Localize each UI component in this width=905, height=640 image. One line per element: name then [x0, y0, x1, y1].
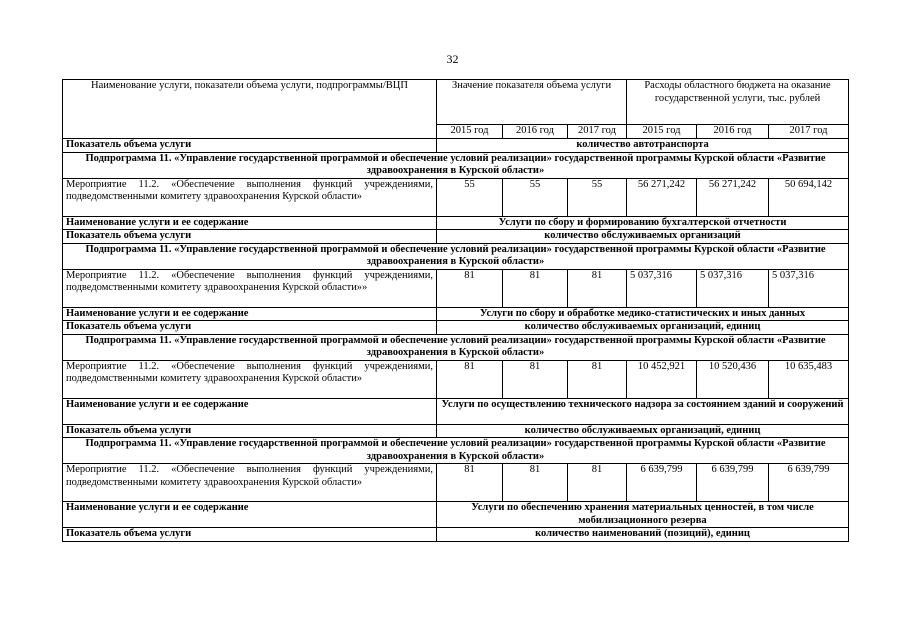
indicator-value: количество наименований (позиций), единиц	[437, 528, 849, 542]
value-cell: 5 037,316	[697, 269, 769, 307]
value-cell: 6 639,799	[627, 464, 697, 502]
value-cell: 55	[568, 178, 627, 216]
year-2016-volume: 2016 год	[503, 125, 568, 139]
indicator-label: Показатель объема услуги	[63, 321, 437, 335]
measure-description: Мероприятие 11.2. «Обеспечение выполнения функций учреждениями, подведомственными комитету здравоохранения Курской области»	[63, 178, 437, 216]
service-description: Услуги по сбору и обработке медико-статистических и иных данных	[437, 307, 849, 321]
indicator-value: количество обслуживаемых организаций, единиц	[437, 321, 849, 335]
value-cell: 81	[503, 464, 568, 502]
measure-description: Мероприятие 11.2. «Обеспечение выполнения функций учреждениями, подведомственными комитету здравоохранения Курской области»»	[63, 269, 437, 307]
subprogram-heading: Подпрограмма 11. «Управление государственной программой и обеспечение условий реализации» государственной программы Курской области «Развитие здравоохранения в Курской области»	[63, 334, 849, 360]
service-name-label: Наименование услуги и ее содержание	[63, 398, 437, 424]
indicator-label: Показатель объема услуги	[63, 528, 437, 542]
subprogram-heading: Подпрограмма 11. «Управление государственной программой и обеспечение условий реализации» государственной программы Курской области «Развитие здравоохранения в Курской области»	[63, 152, 849, 178]
value-cell: 81	[568, 464, 627, 502]
service-name-label: Наименование услуги и ее содержание	[63, 502, 437, 528]
service-name-label: Наименование услуги и ее содержание	[63, 216, 437, 230]
value-cell: 50 694,142	[769, 178, 849, 216]
indicator-label: Показатель объема услуги	[63, 424, 437, 438]
year-2015-volume: 2015 год	[437, 125, 503, 139]
year-2017-expenses: 2017 год	[769, 125, 849, 139]
value-cell: 10 520,436	[697, 360, 769, 398]
service-description: Услуги по обеспечению хранения материальных ценностей, в том числе мобилизационного резерва	[437, 502, 849, 528]
value-cell: 81	[503, 269, 568, 307]
header-budget-expenses: Расходы областного бюджета на оказание государственной услуги, тыс. рублей	[627, 80, 849, 125]
value-cell: 10 452,921	[627, 360, 697, 398]
value-cell: 81	[437, 464, 503, 502]
subprogram-heading: Подпрограмма 11. «Управление государственной программой и обеспечение условий реализации» государственной программы Курской области «Развитие здравоохранения в Курской области»	[63, 243, 849, 269]
value-cell: 81	[437, 360, 503, 398]
value-cell: 55	[503, 178, 568, 216]
indicator-label: Показатель объема услуги	[63, 230, 437, 244]
service-name-label: Наименование услуги и ее содержание	[63, 307, 437, 321]
value-cell: 81	[503, 360, 568, 398]
indicator-value: количество автотранспорта	[437, 139, 849, 153]
value-cell: 6 639,799	[769, 464, 849, 502]
value-cell: 5 037,316	[627, 269, 697, 307]
measure-description: Мероприятие 11.2. «Обеспечение выполнения функций учреждениями, подведомственными комитету здравоохранения Курской области»	[63, 464, 437, 502]
value-cell: 81	[568, 269, 627, 307]
year-2017-volume: 2017 год	[568, 125, 627, 139]
header-volume-value: Значение показателя объема услуги	[437, 80, 627, 125]
page-number: 32	[446, 52, 459, 66]
service-description: Услуги по осуществлению технического надзора за состоянием зданий и сооружений	[437, 398, 849, 424]
measure-description: Мероприятие 11.2. «Обеспечение выполнения функций учреждениями, подведомственными комитету здравоохранения Курской области»	[63, 360, 437, 398]
indicator-label: Показатель объема услуги	[63, 139, 437, 153]
value-cell: 81	[568, 360, 627, 398]
year-2016-expenses: 2016 год	[697, 125, 769, 139]
value-cell: 56 271,242	[627, 178, 697, 216]
value-cell: 5 037,316	[769, 269, 849, 307]
value-cell: 56 271,242	[697, 178, 769, 216]
value-cell: 10 635,483	[769, 360, 849, 398]
indicator-value: количество обслуживаемых организаций, единиц	[437, 424, 849, 438]
header-service-name: Наименование услуги, показатели объема услуги, подпрограммы/ВЦП	[63, 80, 437, 139]
services-table	[62, 79, 849, 542]
value-cell: 6 639,799	[697, 464, 769, 502]
year-2015-expenses: 2015 год	[627, 125, 697, 139]
subprogram-heading: Подпрограмма 11. «Управление государственной программой и обеспечение условий реализации» государственной программы Курской области «Развитие здравоохранения в Курской области»	[63, 438, 849, 464]
indicator-value: количество обслуживаемых организаций	[437, 230, 849, 244]
value-cell: 55	[437, 178, 503, 216]
value-cell: 81	[437, 269, 503, 307]
service-description: Услуги по сбору и формированию бухгалтерской отчетности	[437, 216, 849, 230]
